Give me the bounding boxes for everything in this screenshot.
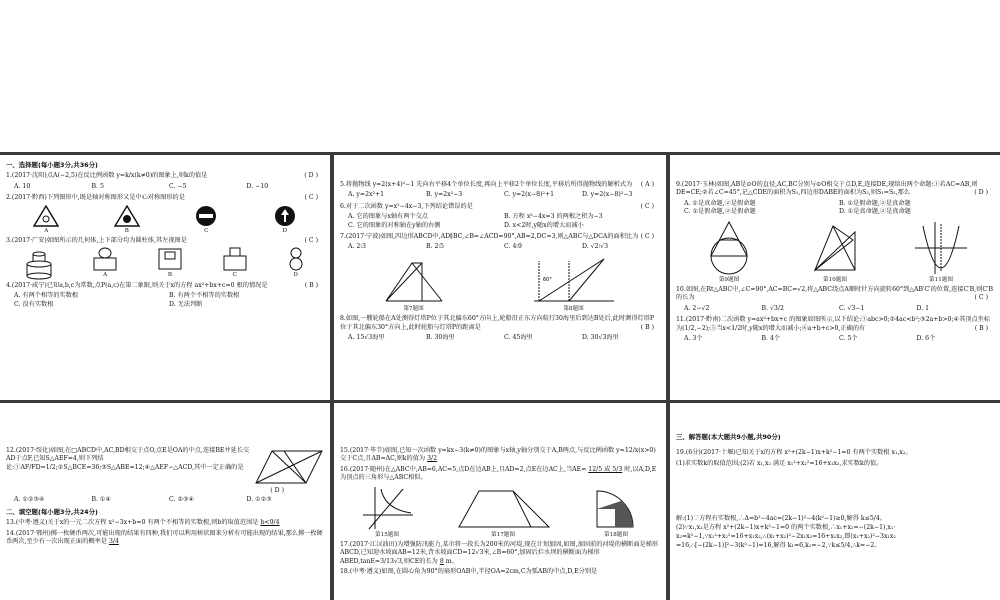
- option-c: C. y=2(x−8)²+1: [504, 191, 555, 199]
- figure-2a: [33, 205, 59, 235]
- figure-label: C: [232, 272, 237, 279]
- option-a: A. 2−√2: [684, 304, 710, 312]
- figure-caption: 第11题图: [929, 276, 953, 283]
- option-d: D. ①是真命题,②是真命题: [839, 208, 911, 216]
- solid-figure: [24, 250, 54, 280]
- figure-label: B: [124, 227, 129, 234]
- question-10-options: [684, 305, 994, 313]
- figure-3a: [91, 247, 119, 279]
- question-3-figures: [6, 247, 324, 279]
- question-7-options: [348, 243, 660, 251]
- question-2-answer: ( C ): [304, 194, 318, 202]
- figure-label: A: [103, 272, 108, 279]
- page-panel-1: [0, 155, 330, 400]
- question-19-text: 19.(6分)(2017·十堰)已知关于x的方程 x²+(2k−1)x+k²−1=0 有两个实数根 x₁,x₂。: [676, 449, 912, 457]
- question-10-text: 10.如图,在Rt△ABC中,∠C=90°,AC=BC=√2,将△ABC绕点A顺时针方向旋转60°到△AB′C′的位置,连接C′B,则C′B的长为: [676, 286, 994, 302]
- question-8: [340, 315, 660, 332]
- parabola-graph-icon: [911, 220, 971, 276]
- circle-triangle-diagram-icon: [699, 220, 759, 276]
- option-d: D. ①②③: [246, 496, 272, 504]
- figure-2c: [194, 205, 218, 235]
- figure-11: [911, 220, 971, 284]
- option-a: A. 有两个相等的实数根: [14, 292, 79, 300]
- question-12-block: [6, 447, 324, 487]
- option-c: C. −5: [169, 182, 187, 190]
- question-4: [6, 282, 324, 290]
- question-14: [6, 530, 324, 547]
- question-3: [6, 237, 324, 245]
- option-b: B. y=2x²−3: [426, 191, 463, 199]
- figure-label: D: [282, 227, 287, 234]
- svg-text:60°: 60°: [542, 276, 552, 283]
- question-17-answer: 8: [439, 557, 444, 565]
- figure-3d: [286, 247, 306, 279]
- option-b: B. ①是假命题,②是真命题: [839, 199, 911, 207]
- question-17-text: 17.(2017·江汉油田)为增强防汛能力,某市将一段长为200米的河堤,现在计划加固,如图,加固前的河堤的横断面是梯形ABCD,已知迎水坡面AB=12米,背水坡面CD=12√3米,∠B=60°,加固后拦水坝的横断面为梯形ABED,tanE=3/13√3,则CE的长为: [340, 541, 659, 565]
- question-6-text: 6.对于二次函数 y=x²−4x−3,下列结论错误的是: [340, 202, 473, 210]
- question-18-text: 18.(中考·遵义)如图,在圆心角为90°的扇形OAB中,半径OA=2cm,C为弧AB的中点,D,E分别是: [340, 568, 598, 576]
- option-c: C. ②③④: [169, 496, 195, 504]
- page-panel-2: [334, 155, 666, 400]
- option-b: B. 方程 x²−4x=3 的两根之积为−3: [504, 213, 603, 221]
- question-1-options: [14, 183, 324, 191]
- question-7-text: 7.(2017·宁波)如图,四边形ABCD中,AD∥BC,∠B=∠ACD=90°,AB=2,DC=3,则△ABC与△DCA的面积比为: [340, 233, 639, 241]
- figure-caption: 第18题图: [604, 531, 628, 538]
- view-d-icon: [286, 247, 306, 271]
- option-c: C. 5个: [839, 335, 858, 343]
- option-b: B. 30海里: [426, 334, 455, 342]
- question-12: [6, 447, 254, 485]
- figure-label: A: [44, 227, 49, 234]
- question-3-answer: ( C ): [304, 237, 318, 245]
- figure-caption: 第9题图: [718, 276, 740, 283]
- navigation-diagram-icon: [529, 255, 619, 305]
- option-b: B. 有两个不相等的实数根: [169, 292, 240, 300]
- solution-line: (2)∵x₁,x₂是方程 x²+(2k−1)x+k²−1=0 的两个实数根,∴x₁+x₂=−(2k−1),x₁·: [676, 524, 896, 532]
- question-8-options: [348, 334, 660, 342]
- solution-19: [676, 514, 994, 550]
- option-d: D. y=2(x−8)²−3: [582, 191, 633, 199]
- figure-caption: 第15题图: [375, 531, 399, 538]
- figure-3b: [156, 247, 184, 279]
- triangle-gear-icon: [114, 205, 140, 227]
- option-a: A. 2∶3: [348, 243, 366, 251]
- figure-10: [805, 220, 865, 284]
- figure-caption: 第7题图: [403, 305, 424, 312]
- question-14-answer: 3/4: [108, 538, 119, 546]
- question-4-answer: ( B ): [304, 281, 318, 289]
- figure-label: C: [204, 227, 209, 234]
- page-panel-3: [670, 155, 1000, 400]
- solution-line: 解:(1)∵方程有实数根,∴Δ=b²−4ac=(2k−1)²−4(k²−1)≥0,解得 k≤5/4。: [676, 515, 886, 523]
- figure-label: B: [167, 272, 173, 279]
- no-entry-icon: [194, 205, 218, 227]
- option-c: C. ①是假命题,②是假命题: [684, 208, 756, 216]
- quadrilateral-diagram-icon: [382, 255, 446, 305]
- rotation-triangle-icon: [805, 220, 865, 276]
- option-b: B. ①④: [91, 496, 112, 504]
- option-d: D. x<2时,y随x的增大而减小: [504, 221, 584, 229]
- question-19: [676, 449, 994, 457]
- question-17-unit: m。: [445, 557, 458, 565]
- figure-8: [529, 255, 619, 313]
- page-panel-6: [670, 403, 1000, 600]
- option-d: D. √2∶√3: [582, 243, 609, 251]
- arrow-up-circle-icon: [273, 205, 297, 227]
- question-4-options: [14, 292, 324, 309]
- option-c: C. 45海里: [504, 334, 533, 342]
- question-9: [676, 181, 994, 198]
- question-13-answer: b<9/4: [260, 519, 280, 527]
- section-title-fill: 二、填空题(每小题3分,共24分): [6, 507, 98, 516]
- question-6-options: [348, 213, 660, 230]
- figure-label: D: [293, 272, 298, 279]
- question-12-answer: ( D ): [270, 487, 284, 494]
- option-c: C. √3−1: [839, 304, 865, 312]
- figure-2b: [114, 205, 140, 235]
- option-a: A. 它的图象与x轴有两个交点: [348, 213, 428, 221]
- option-d: D. 6个: [916, 335, 936, 343]
- question-7: [340, 233, 660, 241]
- trapezoid-dam-icon: [453, 485, 553, 531]
- option-a: A. 3个: [684, 335, 703, 343]
- figure-9: [699, 220, 759, 284]
- option-d: D. 无法判断: [169, 300, 203, 308]
- option-b: B. 4个: [761, 335, 781, 343]
- question-17: [340, 541, 660, 566]
- question-11-text: 11.(2017·黔南)二次函数 y=ax²+bx+c 的图象如图所示,以下结论:①abc>0;②4ac<b²;③2a+b>0;④其顶点坐标为(1/2,−2);⑤当x<1/2时,y随x的增大而减小;⑥a+b+c>0,正确的有: [676, 316, 991, 332]
- question-2-figures: [6, 205, 324, 235]
- question-16-text: 16.(2017·随州)在△ABC中,AB=6,AC=5,点D在边AB上,且AD=2,点E在边AC上,当AE=: [340, 465, 587, 473]
- function-graph-icon: [359, 485, 415, 531]
- question-5-options: [348, 191, 660, 199]
- question-10: [676, 286, 994, 303]
- question-5-answer: ( A ): [640, 181, 654, 188]
- triangle-symbol-icon: [33, 205, 59, 227]
- figure-17: [453, 485, 553, 539]
- question-4-text: 4.(2017·咸宁)已知a,b,c为常数,点P(a,c)在第二象限,则关于x的方程 ax²+bx+c=0 根的情况是: [6, 281, 268, 289]
- option-c: C. 没有实数根: [14, 300, 54, 308]
- question-6: [340, 203, 660, 211]
- option-b: B. √3/2: [761, 304, 784, 312]
- question-5: [340, 181, 660, 189]
- question-1-text: 1.(2017·沈阳)点A(−2,5)在反比例函数 y=k/x(k≠0)的图象上,则k的值是: [6, 172, 208, 180]
- option-b: B. 2∶5: [426, 243, 444, 251]
- question-12-text: 12.(2017·绥化)如图,在□ABCD中,AC,BD相交于点O,点E是OA的中点,连接BE并延长交AD于点F,已知S△AEF=4,则下列结论:①AF/FD=1/2;②S△BCE=36;③S△ABE=12;④△AEF∽△ACD,其中一定正确的是: [6, 447, 250, 471]
- view-b-icon: [156, 247, 184, 271]
- figure-2d: [273, 205, 297, 235]
- option-a: A. 10: [14, 182, 31, 190]
- option-d: D. 1: [916, 304, 930, 312]
- page-panel-5: [334, 403, 666, 600]
- option-c: C. 4∶9: [504, 243, 522, 251]
- figure-caption: 第17题图: [491, 531, 515, 538]
- question-18: [340, 568, 660, 576]
- question-15-18-figures: [340, 485, 660, 539]
- question-8-answer: ( B ): [640, 323, 654, 331]
- figure-caption: 第8题图: [563, 305, 584, 312]
- figure-3c: [221, 247, 249, 279]
- question-15-answer: 3/2: [427, 455, 438, 463]
- question-1: [6, 172, 324, 180]
- option-a: A. y=2x²+1: [348, 191, 385, 199]
- question-11-answer: ( B ): [974, 324, 988, 332]
- cylinder-solid-icon: [24, 250, 54, 280]
- option-a: A. ①②③④: [14, 496, 45, 504]
- question-12-options: [14, 496, 324, 504]
- question-15-text: 15.(2017·毕节)如图,已知一次函数 y=kx−3(k≠0)的图象与x轴,y轴分别交于A,B两点,与反比例函数 y=12/x(x>0)交于C点,且AB=AC,则k的值为: [340, 447, 656, 463]
- option-b: B. 5: [91, 182, 104, 190]
- question-10-answer: ( C ): [974, 294, 988, 302]
- question-9-text: 9.(2017·玉林)如图,AB是⊙O的直径,AC,BC分别与⊙O相交于点D,E,连接DE,现给出两个命题:①若AC=AB,则DE=CE;②若∠C=45°,记△CDE的面积为S₁,四边形DABE的面积为S₂,则S₁=S₂,那么: [676, 181, 978, 197]
- figure-18: [591, 485, 641, 539]
- question-5-text: 5.将抛物线 y=2(x+4)²−1 先向右平移4个单位长度,再向上平移2个单位长度,平移后所得抛物线的解析式为: [340, 181, 633, 188]
- option-c: C. 它的图象的对称轴在y轴的右侧: [348, 221, 441, 229]
- option-d: D. −10: [246, 182, 269, 190]
- top-blank-area: [0, 0, 1000, 152]
- option-d: D. 30√3海里: [582, 334, 619, 342]
- question-7-answer: ( C ): [640, 233, 654, 241]
- question-9-options: [684, 200, 994, 217]
- sector-shaded-icon: [591, 485, 641, 531]
- question-15: [340, 447, 660, 464]
- solution-line: =16,∴[−(2k−1)]²−3(k²−1)=16,解得 k₁=6,k₂=−2,∵k≤5/4,∴k=−2。: [676, 542, 881, 550]
- question-9-11-figures: [676, 220, 994, 284]
- question-16: [340, 466, 660, 483]
- question-13: [6, 519, 324, 527]
- view-c-icon: [221, 247, 249, 271]
- question-2-text: 2.(2017·黔西)下列图形中,既是轴对称图形又是中心对称图形的是: [6, 194, 185, 202]
- question-3-text: 3.(2017·广安)如图所示的几何体,上下部分均为圆柱体,其左视图是: [6, 237, 187, 245]
- question-14-text: 14.(2017·鄂州)掷一枚硬币两次,可能出现的结果有四种,我们可以利用树状图来分析有可能出现的结果,那么掷一枚硬币两次,至少有一次出现正面的概率是: [6, 529, 323, 546]
- question-9-answer: ( D ): [974, 189, 988, 197]
- figure-15: [359, 485, 415, 539]
- question-16-tail: 时,以A,D,E为顶点的三角形与△ABC相似。: [340, 465, 657, 482]
- parallelogram-diagram-icon: [254, 447, 324, 487]
- option-a: A. 15√3海里: [348, 334, 385, 342]
- view-a-icon: [91, 247, 119, 271]
- question-1-answer: ( D ): [304, 172, 318, 180]
- section-title-choice: 一、选择题(每小题3分,共36分): [6, 161, 98, 169]
- figure-7: [382, 255, 446, 313]
- question-11: [676, 316, 994, 333]
- page-panel-4: [0, 403, 330, 600]
- question-2: [6, 194, 324, 202]
- figure-caption: 第10题图: [823, 276, 847, 283]
- question-7-8-figures: [340, 255, 660, 313]
- question-16-answer: 12/5 或 5/3: [588, 465, 623, 473]
- question-6-answer: ( C ): [640, 202, 654, 210]
- option-a: A. ①是真命题,②是假命题: [684, 199, 756, 207]
- question-11-options: [684, 335, 994, 343]
- section-title-solution: 三、解答题(本大题共9小题,共90分): [676, 433, 781, 441]
- question-19-sub: (1)求实数k的取值范围;(2)若 x₁,x₂ 满足 x₁²+x₂²=16+x₁x₂,求实数k的值。: [676, 459, 883, 467]
- question-8-text: 8.如图,一艘轮船在A处测得灯塔P位于其北偏东60°方向上,轮船沿正东方向航行30海里后到达B处后,此时测得灯塔P位于其北偏东30°方向上,此时轮船与灯塔P的距离是: [340, 315, 655, 331]
- question-13-text: 13.(中考·遵义)关于x的一元二次方程 x²−3x+b=0 有两个不相等的实数根,则b的取值范围是: [6, 519, 259, 527]
- solution-line: x₂=k²−1,∵x₁²+x₂²=16+x₁x₂,∴(x₁+x₂)²−2x₁x₂=16+x₁x₂,即(x₁+x₂)²−3x₁x₂: [676, 533, 896, 541]
